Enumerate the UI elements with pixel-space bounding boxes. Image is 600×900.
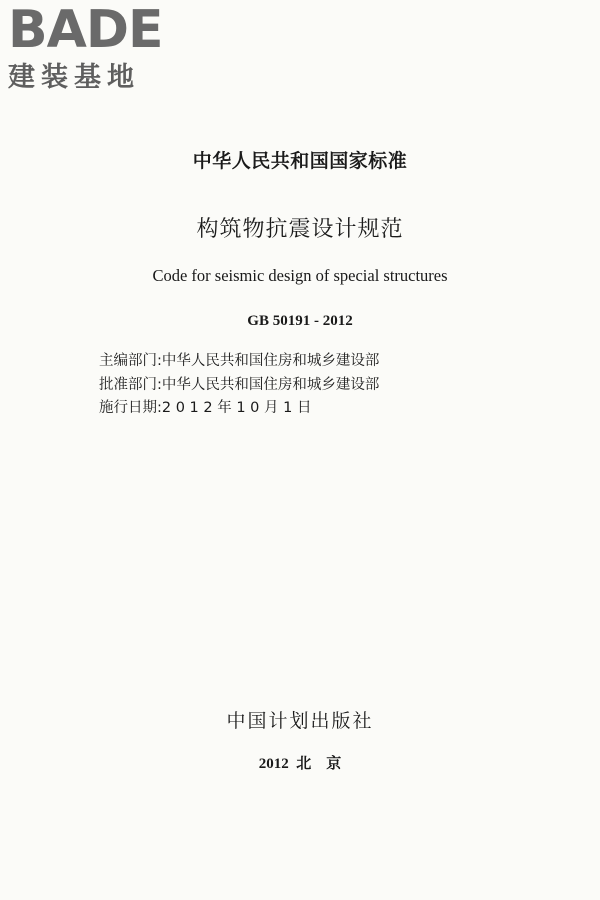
logo-wordmark: BADE xyxy=(8,0,163,60)
effective-date: 施行日期:2 0 1 2 年 1 0 月 1 日 xyxy=(99,400,312,416)
logo-chinese-text: 建装基地 xyxy=(8,62,140,93)
standard-code: GB 50191 - 2012 xyxy=(247,313,353,329)
english-title: Code for seismic design of special structures xyxy=(152,266,448,285)
publisher: 中国计划出版社 xyxy=(226,710,374,732)
standard-series: 中华人民共和国国家标准 xyxy=(192,150,408,172)
editor-department: 主编部门:中华人民共和国住房和城乡建设部 xyxy=(99,353,380,369)
approval-department: 批准部门:中华人民共和国住房和城乡建设部 xyxy=(99,376,380,393)
document-title: 构筑物抗震设计规范 xyxy=(196,217,404,242)
info-block xyxy=(99,350,379,421)
logo xyxy=(8,0,178,94)
publication-place: 2012 北 京 xyxy=(258,756,342,772)
